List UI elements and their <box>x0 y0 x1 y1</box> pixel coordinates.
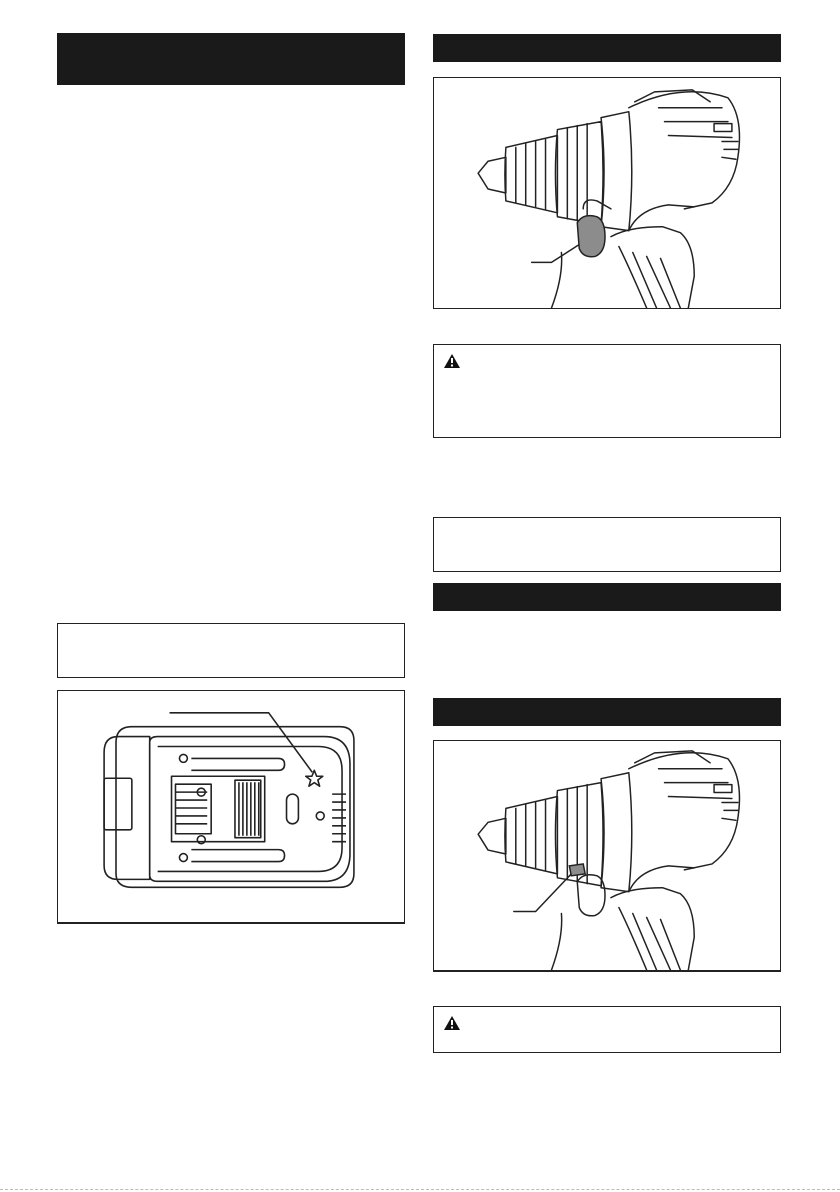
drill-trigger-illustration <box>434 78 780 308</box>
drill-trigger-figure <box>433 77 781 309</box>
drill-switch-figure <box>433 740 781 971</box>
right-header-3 <box>433 698 781 726</box>
left-section-header <box>57 33 405 85</box>
drill-switch-illustration <box>434 741 780 970</box>
warning-triangle-icon <box>444 1016 460 1030</box>
left-note-box <box>57 623 405 678</box>
warning-triangle-icon <box>444 354 460 368</box>
right-header-1 <box>433 34 781 62</box>
page-bottom-rule <box>0 1189 840 1190</box>
reversing-switch-lever <box>569 864 585 876</box>
caution-box-2 <box>433 1006 781 1053</box>
battery-illustration <box>58 691 404 922</box>
right-note-box <box>433 517 781 572</box>
right-header-2 <box>433 583 781 611</box>
drill-switch-figure-bottom-rule <box>433 970 781 972</box>
caution-box-1 <box>433 344 781 438</box>
battery-figure-bottom-rule <box>57 922 405 924</box>
star-icon <box>306 770 323 786</box>
battery-figure <box>57 690 405 923</box>
trigger-switch <box>577 216 605 257</box>
